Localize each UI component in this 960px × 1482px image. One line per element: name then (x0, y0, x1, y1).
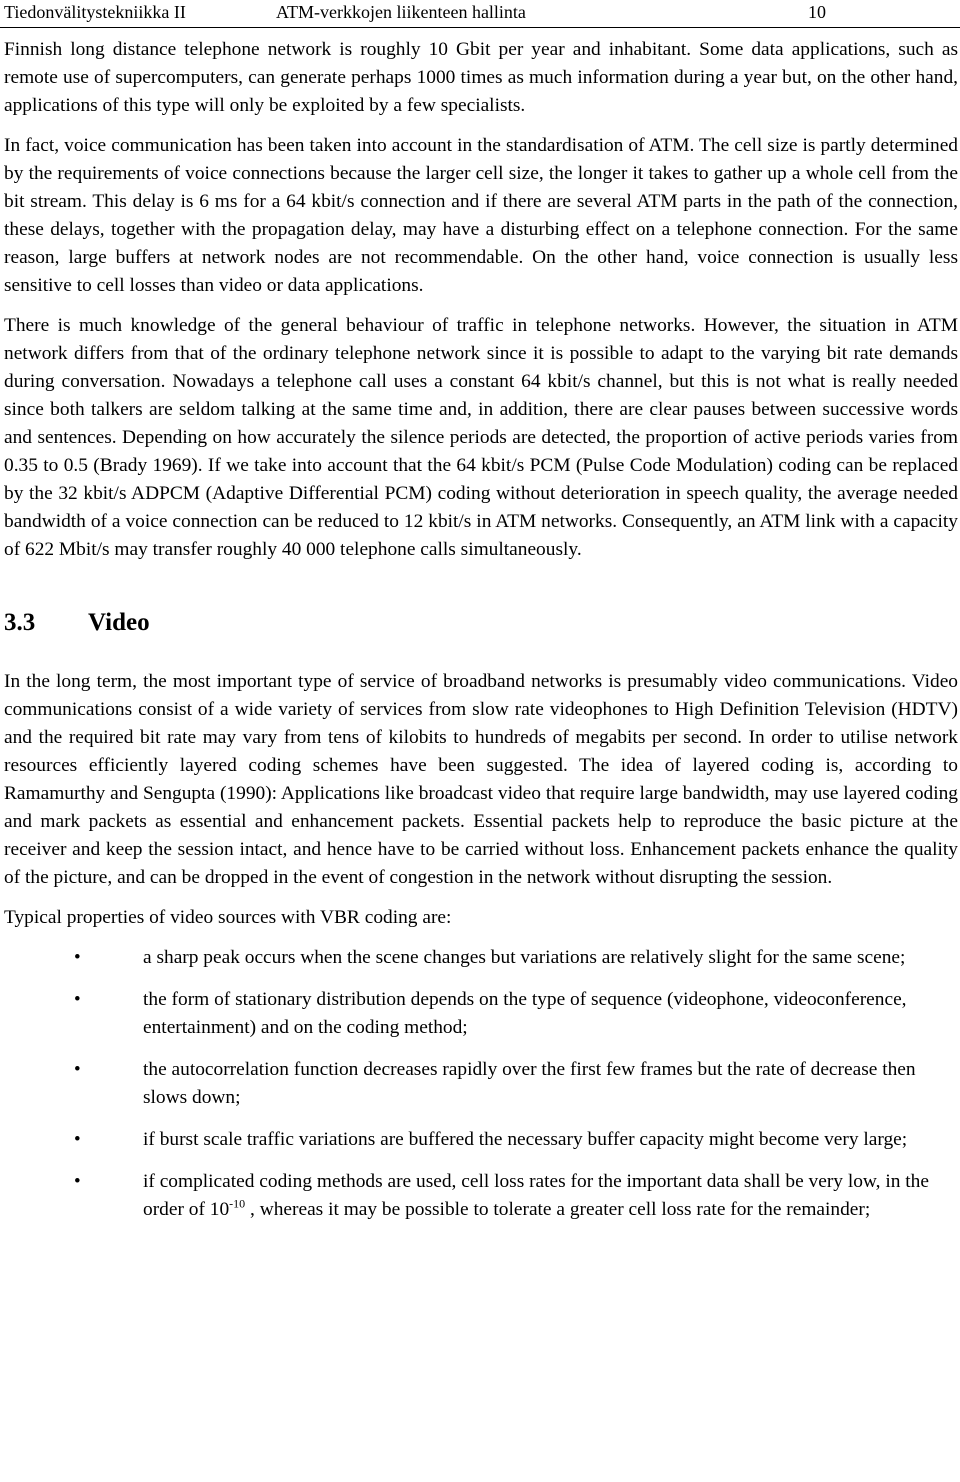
section-number: 3.3 (4, 609, 36, 636)
list-item-text: if complicated coding methods are used, cell loss rates for the important data shall be very low, in the order of 10 (143, 1171, 929, 1220)
bullet-marker: • (74, 1129, 81, 1150)
paragraph-voice-communication: In fact, voice communication has been taken into account in the standardisation of ATM. The cell size is partly determined by the requirements of voice connections because the larger cell size, the longer it takes to gather up a whole cell from the bit stream. This delay is 6 ms for a 64 kbit/s connection and if there are several ATM parts in the path of the connection, these delays, together with the propagation delay, may have a disturbing effect on a telephone connection. For the same reason, large buffers at network nodes are not recommendable. On the other hand, voice connection is usually less sensitive to cell losses than video or data applications. (4, 135, 958, 296)
list-item (4, 986, 958, 1042)
bullet-marker: • (74, 989, 81, 1010)
paragraph-data-applications: Finnish long distance telephone network is roughly 10 Gbit per year and inhabitant. Some data applications, such as remote use of supercomputers, can generate perhaps 1000 times as much information during a year but, on the other hand, applications of this type will only be exploited by a few specialists. (4, 39, 958, 116)
bullet-marker: • (74, 947, 81, 968)
bullet-marker: • (74, 1059, 81, 1080)
header-title: ATM-verkkojen liikenteen hallinta (276, 2, 526, 22)
exponent: -10 (229, 1196, 246, 1211)
page-header (0, 0, 960, 26)
list-item-text: if burst scale traffic variations are buffered the necessary buffer capacity might become very large; (143, 1129, 908, 1150)
paragraph-vbr-intro: Typical properties of video sources with VBR coding are: (4, 907, 452, 928)
vbr-properties-list (4, 944, 958, 1224)
list-item (4, 1056, 958, 1112)
section-heading (4, 608, 958, 638)
list-item (4, 944, 958, 972)
header-course: Tiedonvälitystekniikka II (4, 2, 186, 22)
header-page-number: 10 (808, 2, 826, 22)
paragraph-video-communications: In the long term, the most important type of service of broadband networks is presumably video communications. Video communications consist of a wide variety of services from slow rate videophones to High Definition Television (HDTV) and the required bit rate may vary from tens of kilobits to hundreds of megabits per second. In order to utilise network resources efficiently layered coding schemes have been suggested. The idea of layered coding is, according to Ramamurthy and Sengupta (1990): Applications like broadcast video that require large bandwidth, may use layered coding and mark packets as essential and enhancement packets. Essential packets help to reproduce the basic picture at the receiver and keep the session intact, and hence have to be carried without loss. Enhancement packets enhance the quality of the picture, and can be dropped in the event of congestion in the network without disrupting the session. (4, 671, 958, 888)
paragraph-telephone-traffic: There is much knowledge of the general behaviour of traffic in telephone networks. However, the situation in ATM network differs from that of the ordinary telephone network since it is possible to adapt to the varying bit rate demands during conversation. Nowadays a telephone call uses a constant 64 kbit/s channel, but this is not what is really needed since both talkers are seldom talking at the same time and, in addition, there are clear pauses between successive words and sentences. Depending on how accurately the silence periods are detected, the proportion of active periods varies from 0.35 to 0.5 (Brady 1969). If we take into account that the 64 kbit/s PCM (Pulse Code Modulation) coding can be replaced by the 32 kbit/s ADPCM (Adaptive Differential PCM) coding without deterioration in speech quality, the average needed bandwidth of a voice connection can be reduced to 12 kbit/s in ATM networks. Consequently, an ATM link with a capacity of 622 Mbit/s may transfer roughly 40 000 telephone calls simultaneously. (4, 315, 958, 560)
list-item-text: the form of stationary distribution depends on the type of sequence (videophone, videoconference, entertainment) and on the coding method; (143, 989, 907, 1038)
header-rule (0, 27, 960, 28)
section-title: Video (88, 609, 150, 636)
list-item-text-continued: , whereas it may be possible to tolerate a greater cell loss rate for the remainder; (245, 1199, 871, 1220)
list-item-text: the autocorrelation function decreases rapidly over the first few frames but the rate of decrease then slows down; (143, 1059, 916, 1108)
list-item-text: a sharp peak occurs when the scene changes but variations are relatively slight for the same scene; (143, 947, 906, 968)
document-body (4, 36, 958, 1238)
list-item (4, 1168, 958, 1224)
list-item (4, 1126, 958, 1154)
bullet-marker: • (74, 1171, 81, 1192)
